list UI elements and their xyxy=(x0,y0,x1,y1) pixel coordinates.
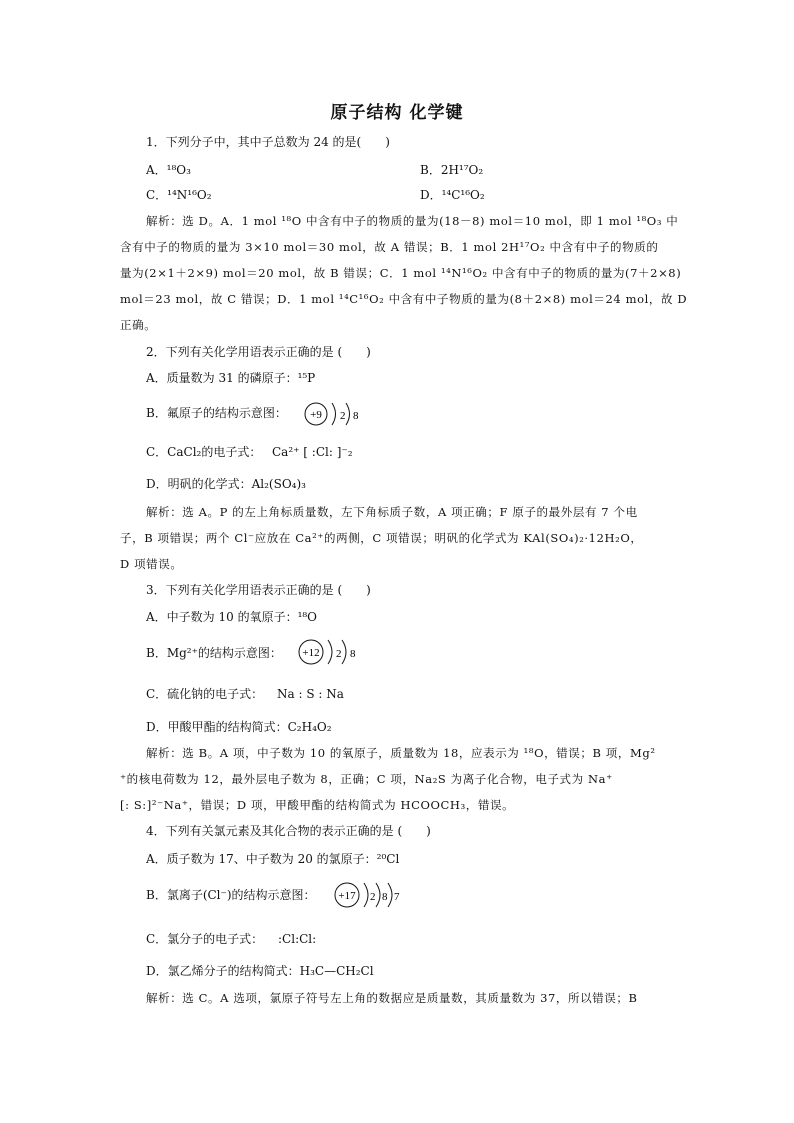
q2-analysis-line: 子，B 项错误；两个 Cl⁻应放在 Ca²⁺的两侧，C 项错误；明矾的化学式为 KAl(SO₄)₂·12H₂O， xyxy=(120,531,643,545)
q1-analysis-line: 正确。 xyxy=(120,318,157,332)
cacl2-electron-formula: Ca²⁺ [ :Cl: ]⁻₂ xyxy=(272,445,353,459)
q3-option-d: D．甲酸甲酯的结构简式：C₂H₄O₂ xyxy=(146,720,332,734)
q4-analysis-line: 解析：选 C。A 选项，氯原子符号左上角的数据应是质量数，其质量数为 37，所以错误；B xyxy=(146,991,638,1005)
question-4-stem: 4．下列有关氯元素及其化合物的表示正确的是 ( ) xyxy=(146,824,431,838)
q1-option-c: C．¹⁴N¹⁶O₂ xyxy=(146,188,212,202)
chloride-ion-structure-diagram xyxy=(332,878,416,912)
q3-analysis-line: 解析：选 B。A 项，中子数为 10 的氧原子，质量数为 18，应表示为 ¹⁸O，错误；B 项，Mg² xyxy=(146,746,656,760)
shell-electrons: 8 xyxy=(350,648,356,660)
q2-analysis-line: D 项错误。 xyxy=(120,557,183,571)
shell-electrons: 2 xyxy=(370,891,376,903)
q4-option-c: C．氯分子的电子式： xyxy=(146,932,264,946)
shell-electrons: 2 xyxy=(336,648,342,660)
question-3-stem: 3．下列有关化学用语表示正确的是 ( ) xyxy=(146,583,371,597)
mg-ion-structure-diagram xyxy=(296,635,368,669)
q2-option-b: B．氟原子的结构示意图： xyxy=(146,406,287,420)
q1-analysis-line: mol＝23 mol，故 C 错误；D．1 mol ¹⁴C¹⁶O₂ 中含有中子物质的量为(8＋2×8) mol＝24 mol，故 D xyxy=(120,292,688,306)
nucleus-label: +17 xyxy=(338,890,356,902)
na2s-electron-formula: Na : S : Na xyxy=(277,687,344,701)
q2-option-a: A．质量数为 31 的磷原子：¹⁵P xyxy=(146,371,316,385)
q4-option-a: A．质子数为 17、中子数为 20 的氯原子：²⁰Cl xyxy=(146,852,400,866)
q2-analysis-line: 解析：选 A。P 的左上角标质量数，左下角标质子数，A 项正确；F 原子的最外层有 7 个电 xyxy=(146,505,638,519)
q2-option-c: C．CaCl₂的电子式： xyxy=(146,445,262,459)
q3-option-c: C．硫化钠的电子式： xyxy=(146,687,264,701)
shell-electrons: 2 xyxy=(340,410,346,422)
q1-option-d: D．¹⁴C¹⁶O₂ xyxy=(420,188,485,202)
q1-analysis-line: 解析：选 D。A．1 mol ¹⁸O 中含有中子的物质的量为(18－8) mol＝10 mol，即 1 mol ¹⁸O₃ 中 xyxy=(146,214,679,228)
q2-option-d: D．明矾的化学式：Al₂(SO₄)₃ xyxy=(146,477,306,491)
q1-option-b: B．2H¹⁷O₂ xyxy=(420,163,484,177)
q4-option-b: B．氯离子(Cl⁻)的结构示意图： xyxy=(146,888,316,902)
nucleus-label: +12 xyxy=(302,647,320,659)
q1-option-a: A．¹⁸O₃ xyxy=(146,163,191,177)
q3-analysis-line: [: S:]²⁻Na⁺，错误；D 项，甲酸甲酯的结构简式为 HCOOCH₃，错误。 xyxy=(120,798,515,812)
page-title: 原子结构 化学键 xyxy=(330,103,464,123)
cl2-electron-formula: :Cl:Cl: xyxy=(278,932,317,946)
q3-analysis-line: ⁺的核电荷数为 12，最外层电子数为 8，正确；C 项，Na₂S 为离子化合物，电子式为 Na⁺ xyxy=(120,772,613,786)
fluorine-structure-diagram xyxy=(302,398,372,430)
shell-electrons: 7 xyxy=(394,891,400,903)
q1-analysis-line: 量为(2×1＋2×9) mol＝20 mol，故 B 错误；C．1 mol ¹⁴N¹⁶O₂ 中含有中子的物质的量为(7＋2×8) xyxy=(120,266,682,280)
q3-option-a: A．中子数为 10 的氧原子：¹⁸O xyxy=(146,610,318,624)
question-2-stem: 2．下列有关化学用语表示正确的是 ( ) xyxy=(146,345,371,359)
shell-electrons: 8 xyxy=(382,891,388,903)
q1-analysis-line: 含有中子的物质的量为 3×10 mol＝30 mol，故 A 错误；B．1 mol 2H¹⁷O₂ 中含有中子的物质的 xyxy=(120,240,659,254)
shell-electrons: 8 xyxy=(353,410,359,422)
nucleus-label: +9 xyxy=(310,409,322,421)
q4-option-d: D．氯乙烯分子的结构简式：H₃C—CH₂Cl xyxy=(146,964,374,978)
q3-option-b: B．Mg²⁺的结构示意图： xyxy=(146,646,282,660)
question-1-stem: 1．下列分子中，其中子总数为 24 的是( ) xyxy=(146,135,390,149)
